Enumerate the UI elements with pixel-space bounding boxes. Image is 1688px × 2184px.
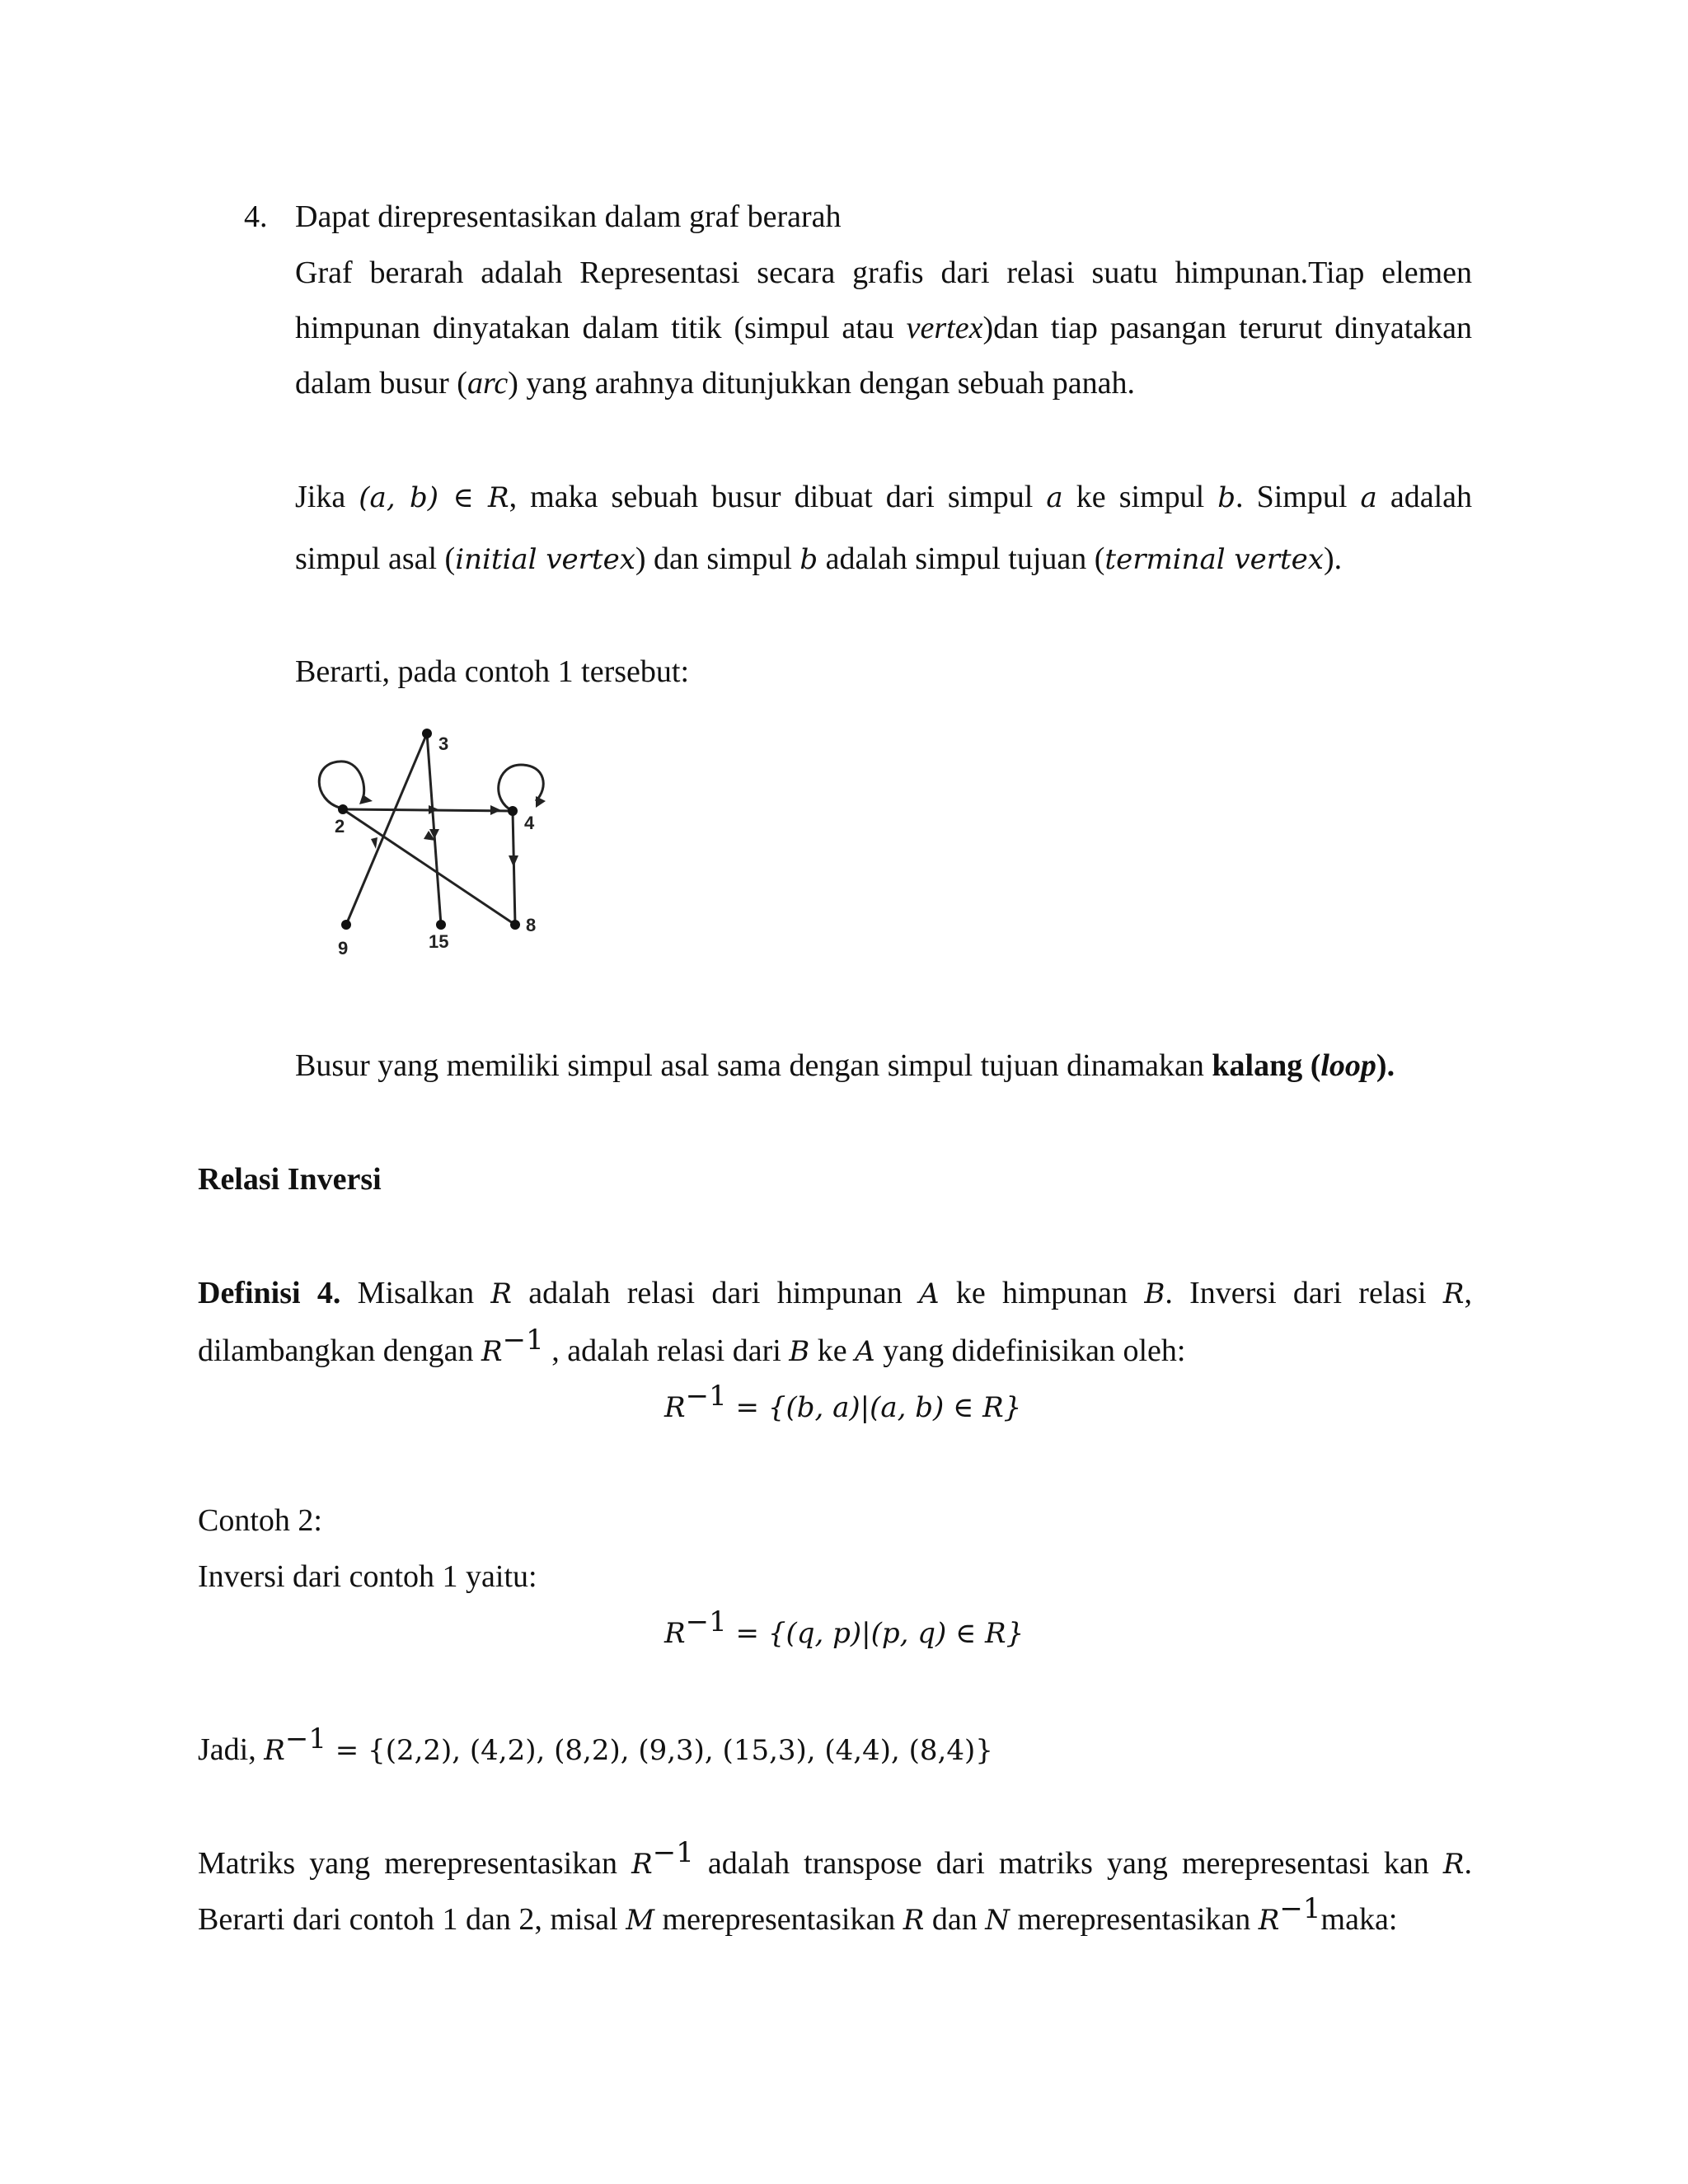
arrowhead [359, 794, 373, 804]
graph-vertex-3 [422, 729, 432, 738]
list-item-title: Dapat direpresentasikan dalam graf berarah [295, 199, 842, 234]
arrowhead [490, 805, 501, 815]
vertex-label: 15 [429, 931, 449, 952]
graph-vertex-4 [508, 806, 518, 816]
definition-line: Definisi 4. Misalkan R adalah relasi dari himpunan A ke himpunan B. Inversi dari relasi R, [198, 1276, 1472, 1310]
paragraph-line: Matriks yang merepresentasikan $R^{-1}$ adalah transpose dari matriks yang merepresentasi kan R. [198, 1836, 1472, 1881]
arrowhead [371, 837, 377, 849]
arrowhead [509, 855, 518, 867]
graph-edge-9-3 [346, 733, 427, 925]
paragraph-line: Jika (a, b) ∈ R, maka sebuah busur dibuat dari simpul a ke simpul b. Simpul a adalah [295, 480, 1473, 514]
graph-edge-2-4 [343, 809, 513, 811]
graph-edge-4-8 [513, 811, 515, 925]
vertex-label: 8 [526, 915, 537, 935]
arrowhead [536, 796, 546, 808]
graph-edge-2-8 [343, 809, 515, 925]
definition-line: dilambangkan dengan $R^{-1}$ , adalah relasi dari B ke A yang didefinisikan oleh: [198, 1324, 1186, 1368]
vertex-label: 2 [335, 816, 345, 837]
vertex-label: 4 [524, 813, 535, 833]
paragraph-line: himpunan dinyatakan dalam titik (simpul atau vertex)dan tiap pasangan terurut dinyatakan [295, 311, 1472, 345]
paragraph-line: Berarti, pada contoh 1 tersebut: [295, 654, 690, 689]
paragraph-line: dalam busur (arc) yang arahnya ditunjukkan dengan sebuah panah. [295, 366, 1136, 401]
paragraph-line: Busur yang memiliki simpul asal sama dengan simpul tujuan dinamakan kalang (loop). [295, 1048, 1395, 1083]
graph-vertex-15 [436, 920, 446, 930]
graph-vertex-8 [510, 920, 520, 930]
definition-formula: $R^{-1} = \{(b$, a)|(a, b) ∈ R} [664, 1380, 1022, 1424]
paragraph-line: Berarti dari contoh 1 dan 2, misal M merepresentasikan R dan N merepresentasikan $R^{-1}maka$: [198, 1892, 1398, 1937]
result-line: Jadi, $R^{-1} = \{(2,2)$, (4,2), (8,2), (9,3), (15,3), (4,4), (8,4)} [198, 1722, 993, 1767]
vertex-label: 3 [438, 733, 449, 754]
example-formula: $R^{-1} = \{(q$, p)|(p, q) ∈ R} [664, 1605, 1025, 1650]
graph-vertex-9 [341, 920, 351, 930]
list-item-number: 4. [244, 199, 268, 234]
example-title: Contoh 2: [198, 1503, 322, 1538]
vertex-label: 9 [338, 938, 349, 958]
paragraph-line: Graf berarah adalah Representasi secara grafis dari relasi suatu himpunan.Tiap elemen [295, 255, 1472, 290]
section-heading: Relasi Inversi [198, 1162, 382, 1197]
graph-vertex-2 [338, 804, 348, 814]
example-line: Inversi dari contoh 1 yaitu: [198, 1559, 537, 1594]
directed-graph-figure [305, 709, 569, 972]
paragraph-line: simpul asal (initial vertex) dan simpul b adalah simpul tujuan (terminal vertex). [295, 541, 1343, 576]
graph-edge-loop-2 [319, 762, 363, 808]
